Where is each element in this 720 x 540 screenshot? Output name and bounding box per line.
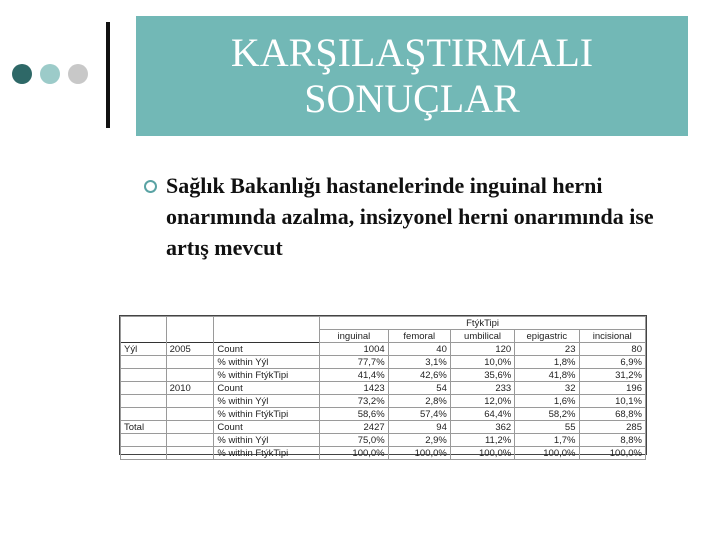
dot-gray	[68, 64, 88, 84]
column-header: epigastric	[515, 330, 579, 343]
table-cell: 196	[579, 382, 646, 395]
stat-label: % within FtýkTipi	[214, 447, 320, 460]
table-cell: 58,6%	[320, 408, 388, 421]
group-label	[121, 369, 167, 382]
table-cell: 41,4%	[320, 369, 388, 382]
stat-label: % within Yýl	[214, 395, 320, 408]
stat-label: % within FtýkTipi	[214, 408, 320, 421]
subgroup-label: 2010	[166, 382, 214, 395]
table-cell: 12,0%	[450, 395, 514, 408]
subgroup-label	[166, 447, 214, 460]
table-row	[121, 434, 646, 447]
bullet-text: Sağlık Bakanlığı hastanelerinde inguinal herni onarımında azalma, insizyonel herni onarımında ise artış mevcut	[166, 173, 654, 260]
stat-label: % within Yýl	[214, 434, 320, 447]
group-label	[121, 382, 167, 395]
table-cell: 73,2%	[320, 395, 388, 408]
table-cell: 23	[515, 343, 579, 356]
table-row	[121, 395, 646, 408]
group-label	[121, 447, 167, 460]
dot-dark	[12, 64, 32, 84]
slide-title-line-2: SONUÇLAR	[304, 76, 520, 121]
column-header: umbilical	[450, 330, 514, 343]
subgroup-label	[166, 421, 214, 434]
stat-label: Count	[214, 343, 320, 356]
title-divider	[106, 22, 110, 128]
stat-label: % within FtýkTipi	[214, 369, 320, 382]
table-cell: 11,2%	[450, 434, 514, 447]
crosstab-table	[119, 315, 647, 459]
table-cell: 2427	[320, 421, 388, 434]
table-cell: 94	[388, 421, 450, 434]
table-cell: 55	[515, 421, 579, 434]
table-cell: 8,8%	[579, 434, 646, 447]
bullet-circle-icon	[144, 180, 157, 193]
table-cell: 64,4%	[450, 408, 514, 421]
table-cell: 41,8%	[515, 369, 579, 382]
table-cell: 58,2%	[515, 408, 579, 421]
subgroup-label	[166, 395, 214, 408]
crosstab	[120, 316, 646, 460]
dot-light	[40, 64, 60, 84]
header-row-group	[121, 317, 646, 330]
table-cell: 233	[450, 382, 514, 395]
stat-label: % within Yýl	[214, 356, 320, 369]
decorative-dots	[12, 64, 88, 84]
table-cell: 2,8%	[388, 395, 450, 408]
table-cell: 10,1%	[579, 395, 646, 408]
table-row	[121, 382, 646, 395]
group-label	[121, 395, 167, 408]
table-row	[121, 343, 646, 356]
table-row	[121, 369, 646, 382]
table-row	[121, 421, 646, 434]
table-cell: 1,6%	[515, 395, 579, 408]
column-header: femoral	[388, 330, 450, 343]
table-cell: 100,0%	[450, 447, 514, 460]
table-cell: 68,8%	[579, 408, 646, 421]
group-label	[121, 434, 167, 447]
table-cell: 3,1%	[388, 356, 450, 369]
table-cell: 75,0%	[320, 434, 388, 447]
subgroup-label	[166, 369, 214, 382]
table-cell: 1004	[320, 343, 388, 356]
table-row	[121, 356, 646, 369]
group-label	[121, 356, 167, 369]
table-cell: 100,0%	[579, 447, 646, 460]
subgroup-label	[166, 356, 214, 369]
column-header: inguinal	[320, 330, 388, 343]
table-cell: 54	[388, 382, 450, 395]
table-cell: 1,7%	[515, 434, 579, 447]
table-cell: 1,8%	[515, 356, 579, 369]
table-cell: 32	[515, 382, 579, 395]
group-label: Yýl	[121, 343, 167, 356]
subgroup-label: 2005	[166, 343, 214, 356]
table-cell: 285	[579, 421, 646, 434]
subgroup-label	[166, 434, 214, 447]
table-cell: 35,6%	[450, 369, 514, 382]
table-cell: 100,0%	[320, 447, 388, 460]
table-cell: 10,0%	[450, 356, 514, 369]
column-header: incisional	[579, 330, 646, 343]
stat-label: Count	[214, 421, 320, 434]
group-label: Total	[121, 421, 167, 434]
table-row	[121, 408, 646, 421]
table-cell: 100,0%	[388, 447, 450, 460]
table-row	[121, 447, 646, 460]
table-cell: 77,7%	[320, 356, 388, 369]
table-cell: 1423	[320, 382, 388, 395]
table-cell: 40	[388, 343, 450, 356]
table-cell: 80	[579, 343, 646, 356]
table-cell: 362	[450, 421, 514, 434]
stat-label: Count	[214, 382, 320, 395]
slide-title-line-1: KARŞILAŞTIRMALI	[230, 30, 594, 75]
table-cell: 2,9%	[388, 434, 450, 447]
group-header: FtýkTipi	[320, 317, 646, 330]
table-cell: 42,6%	[388, 369, 450, 382]
group-label	[121, 408, 167, 421]
table-cell: 57,4%	[388, 408, 450, 421]
subgroup-label	[166, 408, 214, 421]
table-cell: 100,0%	[515, 447, 579, 460]
table-cell: 6,9%	[579, 356, 646, 369]
table-cell: 120	[450, 343, 514, 356]
header-row-columns	[121, 330, 646, 343]
title-box	[136, 16, 688, 136]
table-cell: 31,2%	[579, 369, 646, 382]
